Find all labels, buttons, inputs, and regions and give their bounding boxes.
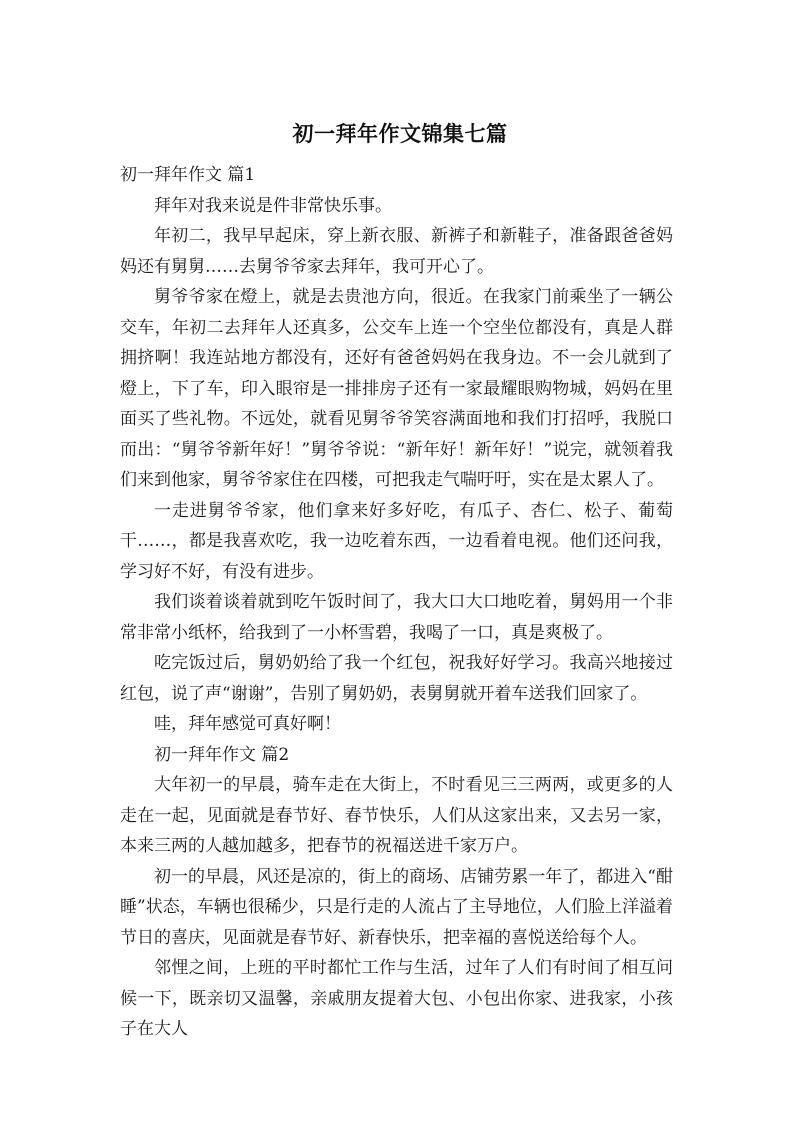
- paragraph: 拜年对我来说是件非常快乐事。: [154, 195, 392, 216]
- paragraph: 吃完饭过后，舅奶奶给了我一个红包，祝我好好学习。我高兴地接过红包，说了声“谢谢”，告别了舅奶奶，表舅舅就开着车送我们回家了。: [120, 653, 673, 704]
- document-body: [120, 160, 673, 1045]
- paragraph: 大年初一的早晨，骑车走在大街上，不时看见三三两两，或更多的人走在一起，见面就是春节好、春节快乐，人们从这家出来，又去另一家，本来三两的人越加越多，把春节的祝福送进千家万户。: [120, 775, 673, 856]
- document-title: 初一拜年作文锦集七篇: [292, 122, 508, 146]
- paragraph: 一走进舅爷爷家，他们拿来好多好吃，有瓜子、杏仁、松子、葡萄干……，都是我喜欢吃，我一边吃着东西，一边看着电视。他们还问我，学习好不好，有没有进步。: [120, 500, 673, 582]
- paragraph: 年初二，我早早起床，穿上新衣服、新裤子和新鞋子，准备跟爸爸妈妈还有舅舅……去舅爷爷家去拜年，我可开心了。: [120, 226, 673, 277]
- paragraph: 初一的早晨，风还是凉的，街上的商场、店铺劳累一年了，都进入“酣睡”状态，车辆也很稀少，只是行走的人流占了主导地位，人们脸上洋溢着节日的喜庆，见面就是春节好、新春快乐，把幸福的喜悦送给每个人。: [120, 866, 673, 948]
- section-heading: 初一拜年作文 篇1: [120, 165, 256, 185]
- paragraph: 舅爷爷家在燈上，就是去贵池方向，很近。在我家门前乘坐了一辆公交车，年初二去拜年人还真多，公交车上连一个空坐位都没有，真是人群拥挤啊！我连站地方都没有，还好有爸爸妈妈在我身边。不一会儿就到了燈上，下了车，印入眼帘是一排排房子还有一家最耀眼购物城，妈妈在里面买了些礼物。不远处，就看见舅爷爷笑容满面地和我们打招呼，我脱口而出：“舅爷爷新年好！”舅爷爷说：“新年好！新年好！”说完，就领着我们来到他家，舅爷爷家住在四楼，可把我走气喘吁吁，实在是太累人了。: [120, 287, 673, 490]
- section-heading: 初一拜年作文 篇2: [154, 744, 290, 765]
- paragraph: 哇，拜年感觉可真好啊！: [154, 714, 341, 734]
- paragraph: 邻悝之间，上班的平时都忙工作与生活，过年了人们有时间了相互问候一下，既亲切又温馨，亲戚朋友提着大包、小包出你家、进我家，小孩子在大人: [120, 958, 673, 1039]
- paragraph: 我们谈着谈着就到吃午饭时间了，我大口大口地吃着，舅妈用一个非常非常小纸杯，给我到了一小杯雪碧，我喝了一口，真是爽极了。: [120, 592, 673, 643]
